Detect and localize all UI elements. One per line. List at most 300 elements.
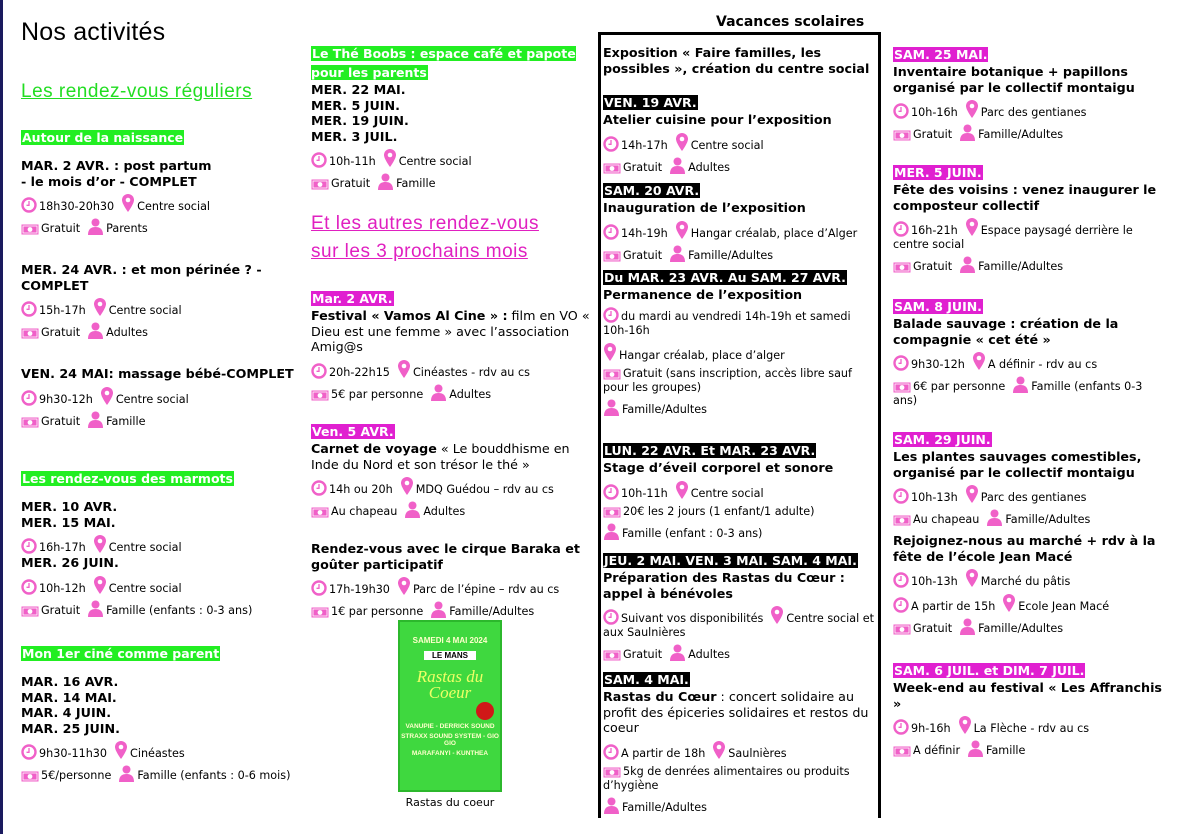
info-location-pin <box>603 349 785 362</box>
info-person <box>959 260 1063 273</box>
info-row <box>603 480 875 501</box>
heading-block <box>21 18 303 47</box>
event-name: Festival « Vamos Al Cine » : <box>311 308 508 323</box>
money-icon <box>893 130 911 141</box>
person-icon <box>430 601 447 618</box>
info-text: Cinéastes <box>130 747 185 760</box>
location-pin-icon <box>100 386 114 406</box>
info-text: 10h-13h <box>911 491 958 504</box>
clock-icon <box>311 580 327 596</box>
info-text: Famille (enfant : 0-3 ans) <box>622 526 763 540</box>
clock-icon <box>21 197 37 213</box>
event-title: Fête des voisins : venez inaugurer le composteur collectif <box>893 182 1157 213</box>
info-row <box>603 342 875 363</box>
event-title: Rejoignez-nous au marché + rdv à la fête de l’école Jean Macé <box>893 533 1156 564</box>
location-pin-icon <box>675 132 689 152</box>
clock-icon <box>893 597 909 613</box>
money-icon <box>21 328 39 339</box>
event-block <box>893 162 1165 274</box>
info-row <box>893 484 1165 505</box>
info-row <box>893 376 1165 408</box>
info-money <box>311 388 423 401</box>
info-location-pin <box>400 483 554 496</box>
clock-icon <box>21 538 37 554</box>
info-row <box>603 220 875 241</box>
person-icon <box>986 509 1003 526</box>
info-row <box>21 765 303 783</box>
money-icon <box>311 507 329 518</box>
info-location-pin <box>121 200 210 213</box>
date-tag-wrap <box>893 429 1165 448</box>
event-title: MAR. 16 AVR. MAR. 14 MAI. MAR. 4 JUIN. MAR. 25 JUIN. <box>21 674 120 736</box>
info-money <box>893 380 1005 393</box>
info-location-pin <box>958 722 1090 735</box>
section-title: Les rendez-vous réguliers <box>21 81 253 102</box>
info-clock <box>603 139 668 152</box>
info-text: Marché du pâtis <box>980 575 1071 588</box>
date-tag: Autour de la naissance <box>22 130 184 145</box>
info-text: 5€ par personne <box>331 387 424 401</box>
info-location-pin <box>1002 600 1109 613</box>
date-tag-wrap <box>603 440 875 459</box>
info-text: Parc de l’épine – rdv au cs <box>412 583 560 596</box>
info-text: Gratuit <box>41 603 81 617</box>
location-pin-icon <box>675 480 689 500</box>
location-pin-icon <box>93 575 107 595</box>
info-row <box>311 173 593 191</box>
event-block <box>603 669 875 815</box>
person-icon <box>404 501 421 518</box>
heading-block <box>311 210 593 266</box>
date-tag: SAM. 25 MAI. <box>894 47 988 62</box>
event-block <box>21 158 303 236</box>
info-money <box>311 177 370 190</box>
money-icon <box>603 650 621 661</box>
info-clock <box>603 747 705 760</box>
location-pin-icon <box>958 715 972 735</box>
info-money <box>893 260 952 273</box>
info-clock <box>311 155 376 168</box>
event-block <box>893 429 1165 527</box>
poster-date: SAMEDI 4 MAI 2024 <box>412 636 488 645</box>
location-pin-icon <box>383 148 397 168</box>
clock-icon <box>603 224 619 240</box>
event-block <box>893 44 1165 142</box>
info-text: 15h-17h <box>39 304 86 317</box>
location-pin-icon <box>603 342 617 362</box>
info-clock <box>311 583 390 596</box>
event-title: MAR. 2 AVR. : post partum - le mois d’or - COMPLET <box>21 158 212 189</box>
info-money <box>21 415 80 428</box>
info-clock <box>893 722 951 735</box>
info-person <box>669 161 730 174</box>
event-title: MER. 22 MAI. MER. 5 JUIN. MER. 19 JUIN. MER. 3 JUIL. <box>311 82 409 144</box>
info-text: Famille/Adultes <box>1005 513 1091 526</box>
info-text: Gratuit <box>623 160 663 174</box>
info-location-pin <box>712 747 786 760</box>
info-text: Famille/Adultes <box>622 402 707 416</box>
clock-icon <box>603 484 619 500</box>
date-tag-wrap <box>603 669 875 688</box>
location-pin-icon <box>965 217 979 237</box>
info-text: Gratuit <box>623 248 663 262</box>
info-text: A partir de 15h <box>911 600 996 613</box>
info-text: Hangar créalab, place d’Alger <box>690 226 858 240</box>
info-row <box>603 132 875 153</box>
date-tag: Du MAR. 23 AVR. Au SAM. 27 AVR. <box>604 270 846 285</box>
person-icon <box>669 157 686 174</box>
info-text: Famille/Adultes <box>978 128 1064 141</box>
info-text: Parc des gentianes <box>980 491 1087 504</box>
info-text: Famille (enfants 0-3 ans) <box>893 380 1143 407</box>
date-tag: SAM. 20 AVR. <box>604 183 700 198</box>
info-text: Au chapeau <box>331 505 398 518</box>
person-icon <box>669 245 686 262</box>
event-block <box>21 499 303 618</box>
info-row <box>603 740 875 761</box>
info-text: 10h-11h <box>329 155 376 168</box>
person-icon <box>1012 376 1029 393</box>
date-tag: SAM. 29 JUIN. <box>894 432 991 447</box>
event-title: Rendez-vous avec le cirque Baraka et goûter participatif <box>311 541 580 572</box>
info-text: Centre social <box>108 581 182 595</box>
person-icon <box>959 618 976 635</box>
info-row <box>21 575 303 596</box>
info-text: Adultes <box>688 648 730 661</box>
money-icon <box>893 624 911 635</box>
info-row <box>603 399 875 417</box>
info-row <box>311 501 593 519</box>
info-text: 10h-16h <box>911 106 958 119</box>
info-person <box>669 648 730 661</box>
info-text: Gratuit <box>623 648 663 661</box>
person-icon <box>603 399 620 416</box>
info-clock <box>21 582 86 595</box>
info-clock <box>893 224 958 237</box>
clock-icon <box>603 307 619 323</box>
location-pin-icon <box>114 740 128 760</box>
event-description <box>311 308 593 355</box>
info-clock <box>21 304 86 317</box>
clock-icon <box>311 152 327 168</box>
event-description <box>603 689 875 736</box>
event-block <box>603 92 875 175</box>
date-tag: VEN. 19 AVR. <box>604 95 697 110</box>
event-block <box>21 468 303 488</box>
info-text: 14h ou 20h <box>329 483 393 496</box>
info-text: 9h30-12h <box>39 392 93 406</box>
info-person <box>967 744 1025 757</box>
info-text: 14h-17h <box>621 138 668 152</box>
date-tag: Ven. 5 AVR. <box>312 424 394 439</box>
info-text: 5kg de denrées alimentaires ou produits d’hygiène <box>603 764 850 792</box>
location-pin-icon <box>93 534 107 554</box>
info-row <box>603 367 875 395</box>
info-text: Au chapeau <box>913 513 980 526</box>
location-pin-icon <box>1002 593 1016 613</box>
info-location-pin <box>100 393 189 406</box>
event-title: MER. 10 AVR. MER. 15 MAI. <box>21 499 118 530</box>
event-title: Les plantes sauvages comestibles, organisé par le collectif montaigu <box>893 449 1142 480</box>
info-money <box>603 249 662 262</box>
person-icon <box>87 322 104 339</box>
info-money <box>311 505 397 518</box>
info-text: Adultes <box>106 326 148 339</box>
date-tag-wrap <box>893 660 1165 679</box>
info-text: 16h-21h <box>911 224 958 237</box>
info-person <box>87 604 252 617</box>
info-text: Famille/Adultes <box>688 248 774 262</box>
event-description <box>311 441 593 472</box>
date-tag-wrap <box>21 468 303 487</box>
info-clock <box>603 310 851 337</box>
info-row <box>603 523 875 541</box>
info-text: Famille/Adultes <box>449 605 535 618</box>
person-icon <box>377 173 394 190</box>
money-icon <box>603 507 621 518</box>
info-text: Famille <box>106 414 146 428</box>
info-text: 20€ les 2 jours (1 enfant/1 adulte) <box>623 504 815 518</box>
info-person <box>959 128 1063 141</box>
date-tag-wrap <box>893 44 1165 63</box>
info-text: Parents <box>106 222 148 235</box>
event-block <box>603 550 875 662</box>
info-row <box>893 618 1165 636</box>
date-tag: LUN. 22 AVR. Et MAR. 23 AVR. <box>604 443 816 458</box>
event-block <box>893 533 1165 636</box>
info-location-pin <box>965 575 1071 588</box>
info-text: Famille (enfants : 0-3 ans) <box>106 603 253 617</box>
info-person <box>377 177 435 190</box>
info-text: Centre social <box>108 541 182 554</box>
info-text: 10h-11h <box>621 486 668 500</box>
info-row <box>893 124 1165 142</box>
info-row <box>21 193 303 214</box>
info-text: Gratuit <box>41 414 81 428</box>
info-row <box>893 568 1165 589</box>
info-person <box>986 513 1090 526</box>
info-text: Gratuit <box>913 622 953 635</box>
poster-lineup: VANUPIE - DERRICK SOUND <box>405 723 495 730</box>
info-text: Centre social <box>690 138 764 152</box>
rastas-poster-image <box>398 620 502 792</box>
info-row <box>603 765 875 793</box>
info-clock <box>893 106 958 119</box>
clock-icon <box>893 221 909 237</box>
info-row <box>311 359 593 380</box>
clock-icon <box>311 363 327 379</box>
clock-icon <box>603 609 619 625</box>
person-icon <box>959 256 976 273</box>
info-text: Centre social <box>115 392 189 406</box>
info-text: Famille (enfants : 0-6 mois) <box>137 769 291 782</box>
info-money <box>21 326 80 339</box>
money-icon <box>21 224 39 235</box>
info-row <box>603 797 875 815</box>
info-row <box>21 386 303 407</box>
date-tag-wrap <box>311 421 593 440</box>
event-block <box>21 127 303 147</box>
poster-badge <box>476 702 494 720</box>
info-text: 16h-17h <box>39 541 86 554</box>
info-location-pin <box>965 106 1087 119</box>
info-money <box>21 769 111 782</box>
info-text: Famille/Adultes <box>622 800 707 814</box>
info-text: 9h30-11h30 <box>39 747 108 760</box>
event-details: film en VO « Dieu est une femme » avec l’association Amig@s <box>311 308 590 354</box>
poster-lineup: MARAFANYI - KUNTHEA <box>411 750 489 757</box>
event-title: Permanence de l’exposition <box>603 287 803 302</box>
event-block <box>311 421 593 519</box>
clock-icon <box>893 103 909 119</box>
money-icon <box>21 606 39 617</box>
info-text: MDQ Guédou – rdv au cs <box>415 483 554 496</box>
poster-lineup: STRAXX SOUND SYSTEM - GIO GIO <box>401 733 499 747</box>
event-block <box>21 643 303 663</box>
info-clock <box>603 487 668 500</box>
info-text: Adultes <box>423 505 466 518</box>
date-tag-wrap <box>893 296 1165 315</box>
info-row <box>21 411 303 429</box>
date-tag: Mon 1er ciné comme parent <box>22 646 220 661</box>
event-block <box>21 262 303 340</box>
event-block <box>603 180 875 263</box>
event-block <box>603 440 875 541</box>
vacances-heading: Vacances scolaires <box>716 14 865 30</box>
info-clock <box>311 366 390 379</box>
info-row <box>603 605 875 640</box>
info-text: Adultes <box>688 160 730 174</box>
info-text: 10h-12h <box>39 581 86 595</box>
location-pin-icon <box>400 476 414 496</box>
event-block <box>311 288 593 402</box>
date-tag-wrap <box>603 550 875 569</box>
info-row <box>893 593 1165 614</box>
info-clock <box>21 393 93 406</box>
money-icon <box>893 262 911 273</box>
heading-block <box>21 78 303 106</box>
location-pin-icon <box>770 605 784 625</box>
info-text: 14h-19h <box>621 226 668 240</box>
section-title: Et les autres rendez-vous sur les 3 prochains mois <box>311 213 539 262</box>
info-row <box>21 218 303 236</box>
info-text: Centre social <box>108 304 182 317</box>
poster-logo: Rastas du Coeur <box>416 667 484 702</box>
info-text: Famille/Adultes <box>978 260 1064 273</box>
info-text: 18h30-20h30 <box>39 200 115 213</box>
clock-icon <box>311 480 327 496</box>
info-person <box>430 605 534 618</box>
info-person <box>87 326 148 339</box>
info-person <box>603 403 707 416</box>
info-money <box>603 505 815 518</box>
info-location-pin <box>675 487 764 500</box>
person-icon <box>967 740 984 757</box>
date-tag: Les rendez-vous des marmots <box>22 471 233 486</box>
event-block <box>603 45 875 76</box>
clock-icon <box>893 719 909 735</box>
money-icon <box>893 515 911 526</box>
info-row <box>603 307 875 338</box>
info-clock <box>893 600 995 613</box>
location-pin-icon <box>397 576 411 596</box>
money-icon <box>603 767 621 778</box>
person-icon <box>430 384 447 401</box>
info-text: Saulnières <box>728 746 787 760</box>
info-clock <box>21 747 107 760</box>
clock-icon <box>21 301 37 317</box>
info-location-pin <box>675 227 858 240</box>
event-name: Rastas du Cœur <box>603 689 717 704</box>
info-text: Famille <box>986 744 1026 757</box>
location-pin-icon <box>965 99 979 119</box>
event-block <box>311 541 593 619</box>
info-text: Cinéastes - rdv au cs <box>412 365 530 379</box>
date-tag: Mar. 2 AVR. <box>312 291 393 306</box>
person-icon <box>959 124 976 141</box>
info-text: 1€ par personne <box>331 605 424 618</box>
date-tag-wrap <box>893 162 1165 181</box>
money-icon <box>603 251 621 262</box>
event-title: Inventaire botanique + papillons organisé par le collectif montaigu <box>893 64 1135 95</box>
money-icon <box>603 163 621 174</box>
date-tag-wrap <box>603 92 875 111</box>
event-title: Atelier cuisine pour l’exposition <box>603 112 832 127</box>
info-row <box>311 384 593 402</box>
info-person <box>669 249 773 262</box>
info-clock <box>893 491 958 504</box>
date-tag-wrap <box>311 43 593 81</box>
info-location-pin <box>397 366 530 379</box>
poster-city: LE MANS <box>424 651 476 660</box>
info-row <box>21 600 303 618</box>
info-location-pin <box>114 747 185 760</box>
info-money <box>603 367 852 394</box>
info-text: Gratuit <box>913 128 953 141</box>
money-icon <box>21 771 39 782</box>
location-pin-icon <box>675 220 689 240</box>
date-tag: SAM. 4 MAI. <box>604 672 689 687</box>
date-tag-wrap <box>21 643 303 662</box>
info-clock <box>311 483 393 496</box>
info-clock <box>21 541 86 554</box>
info-clock <box>603 612 763 625</box>
info-money <box>893 128 952 141</box>
event-title: Balade sauvage : création de la compagnie « cet été » <box>893 316 1119 347</box>
info-money <box>893 513 979 526</box>
info-person <box>118 769 290 782</box>
info-row <box>311 601 593 619</box>
info-text: Centre social <box>398 155 472 168</box>
person-icon <box>603 523 620 540</box>
event-block <box>21 366 303 429</box>
event-title: Exposition « Faire familles, les possibles », création du centre social <box>603 45 870 76</box>
info-person <box>87 415 145 428</box>
money-icon <box>311 390 329 401</box>
info-text: Centre social <box>137 200 211 213</box>
info-location-pin <box>93 582 182 595</box>
info-location-pin <box>397 583 559 596</box>
info-row <box>603 157 875 175</box>
event-details: : concert solidaire au profit des épiceries solidaires et restos du coeur <box>603 689 869 735</box>
info-person <box>430 388 491 401</box>
page-title: Nos activités <box>21 18 166 46</box>
clock-icon <box>603 744 619 760</box>
info-row <box>311 476 593 497</box>
info-row <box>893 740 1165 758</box>
info-row <box>603 245 875 263</box>
money-icon <box>603 369 621 380</box>
